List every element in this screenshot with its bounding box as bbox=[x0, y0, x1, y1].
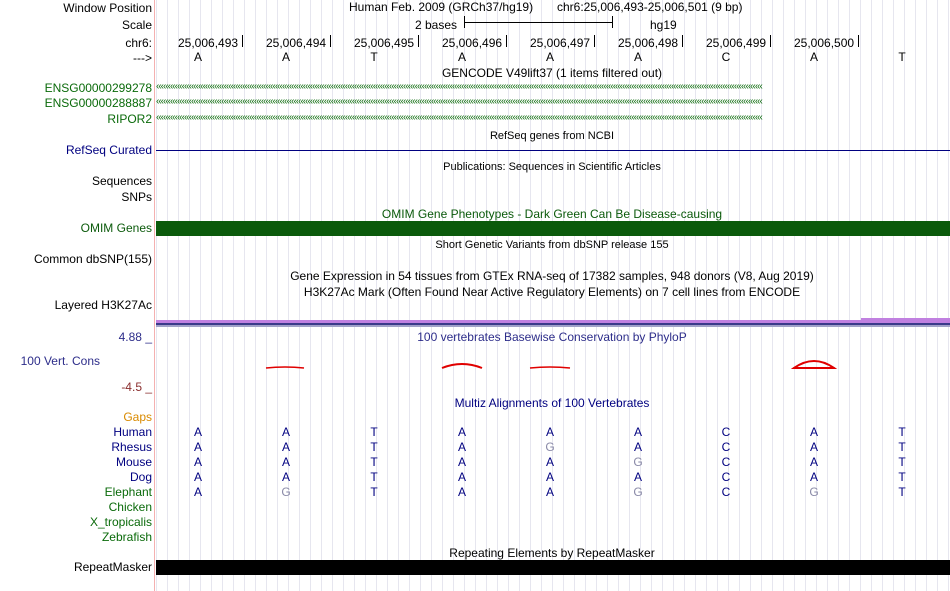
aligned-base: G bbox=[633, 455, 643, 469]
scale-bar-text: 2 bases bbox=[415, 18, 458, 32]
aligned-base: C bbox=[721, 440, 731, 454]
dna-base: A bbox=[545, 50, 554, 64]
phylop-track-title: 100 vertebrates Basewise Conservation by PhyloP bbox=[417, 330, 687, 344]
aligned-base: A bbox=[545, 485, 554, 499]
aligned-base: C bbox=[721, 485, 731, 499]
strand-arrows: ‹‹‹‹‹‹‹‹‹‹‹‹‹‹‹‹‹‹‹‹‹‹‹‹‹‹‹‹‹‹‹‹‹‹‹‹‹‹‹‹‹‹‹‹‹‹‹‹‹‹‹‹‹‹‹‹‹‹‹‹‹‹‹‹‹‹‹‹‹‹‹‹‹‹‹‹‹‹‹‹‹‹‹‹‹‹‹‹‹‹‹‹‹‹‹‹‹‹‹‹‹‹‹‹‹‹‹‹‹‹‹‹‹‹‹‹‹‹‹‹‹‹‹‹‹‹‹‹‹‹‹‹‹‹‹‹‹‹‹‹‹‹‹‹‹‹‹‹‹‹‹‹‹‹‹‹‹‹‹‹‹‹‹‹‹‹‹‹‹‹‹‹‹‹‹‹‹‹‹‹‹‹‹‹‹‹‹‹‹‹‹‹‹‹‹‹‹‹‹‹‹‹‹‹‹‹‹‹‹‹‹‹‹‹‹‹‹‹‹‹‹‹‹‹‹‹‹‹‹‹‹‹‹‹‹‹‹‹‹‹‹‹‹‹‹‹‹‹‹‹‹‹‹‹‹‹‹‹‹‹ bbox=[156, 96, 762, 107]
gene-ensg00000288887-strand[interactable] bbox=[156, 95, 950, 109]
species-label[interactable]: Dog bbox=[129, 470, 152, 484]
aligned-base: A bbox=[193, 455, 202, 469]
repeatmasker-element-bar[interactable] bbox=[156, 560, 950, 575]
aligned-base: A bbox=[281, 455, 290, 469]
assembly-title: Human Feb. 2009 (GRCh37/hg19) bbox=[349, 0, 534, 14]
aligned-base: A bbox=[457, 455, 466, 469]
aligned-base: T bbox=[898, 425, 906, 439]
strand-arrows: ‹‹‹‹‹‹‹‹‹‹‹‹‹‹‹‹‹‹‹‹‹‹‹‹‹‹‹‹‹‹‹‹‹‹‹‹‹‹‹‹‹‹‹‹‹‹‹‹‹‹‹‹‹‹‹‹‹‹‹‹‹‹‹‹‹‹‹‹‹‹‹‹‹‹‹‹‹‹‹‹‹‹‹‹‹‹‹‹‹‹‹‹‹‹‹‹‹‹‹‹‹‹‹‹‹‹‹‹‹‹‹‹‹‹‹‹‹‹‹‹‹‹‹‹‹‹‹‹‹‹‹‹‹‹‹‹‹‹‹‹‹‹‹‹‹‹‹‹‹‹‹‹‹‹‹‹‹‹‹‹‹‹‹‹‹‹‹‹‹‹‹‹‹‹‹‹‹‹‹‹‹‹‹‹‹‹‹‹‹‹‹‹‹‹‹‹‹‹‹‹‹‹‹‹‹‹‹‹‹‹‹‹‹‹‹‹‹‹‹‹‹‹‹‹‹‹‹‹‹‹‹‹‹‹‹‹‹‹‹‹‹‹‹‹‹‹‹‹‹‹‹‹‹‹‹‹‹‹‹‹ bbox=[156, 112, 762, 123]
aligned-base: T bbox=[898, 470, 906, 484]
gtex-track-title: Gene Expression in 54 tissues from GTEx RNA-seq of 17382 samples, 948 donors (V8, Aug 2019) bbox=[290, 269, 814, 283]
dna-base: T bbox=[370, 50, 378, 64]
coordinate-label: 25,006,493 bbox=[178, 36, 239, 50]
coordinate-tick bbox=[506, 35, 507, 47]
aligned-base: G bbox=[281, 485, 291, 499]
aligned-base: A bbox=[633, 440, 642, 454]
aligned-base: T bbox=[370, 485, 378, 499]
aligned-base: G bbox=[633, 485, 643, 499]
aligned-base: A bbox=[809, 455, 818, 469]
dna-base: A bbox=[809, 50, 818, 64]
track-labels-column bbox=[0, 0, 154, 591]
species-label[interactable]: Chicken bbox=[108, 500, 152, 514]
track-label-refseq-curated[interactable]: RefSeq Curated bbox=[65, 143, 152, 157]
aligned-base: T bbox=[898, 440, 906, 454]
scale-bar-line bbox=[465, 22, 612, 23]
species-label[interactable]: Human bbox=[113, 425, 152, 439]
track-label-layered-h3k27ac[interactable]: Layered H3K27Ac bbox=[54, 298, 152, 312]
conservation-bump-1 bbox=[266, 367, 304, 368]
gene-ensg00000299278-strand[interactable] bbox=[156, 80, 950, 94]
dna-base: A bbox=[193, 50, 202, 64]
aligned-base: A bbox=[193, 425, 202, 439]
aligned-base: A bbox=[193, 440, 202, 454]
dna-base: A bbox=[457, 50, 466, 64]
track-label-100-vert-cons[interactable]: 100 Vert. Cons bbox=[20, 354, 100, 368]
scale-bar-right-tick bbox=[612, 16, 613, 28]
gene-ripor2-strand[interactable] bbox=[156, 111, 950, 125]
repeatmasker-track-title: Repeating Elements by RepeatMasker bbox=[449, 546, 655, 560]
phylop-max-label: 4.88 _ bbox=[118, 330, 152, 344]
coordinate-label: 25,006,497 bbox=[530, 36, 591, 50]
track-label-ensg00000299278[interactable]: ENSG00000299278 bbox=[44, 81, 152, 95]
coordinate-tick bbox=[418, 35, 419, 47]
phylop-min-label: -4.5 _ bbox=[121, 380, 152, 394]
conservation-bump-2 bbox=[442, 364, 482, 368]
aligned-base: T bbox=[898, 485, 906, 499]
aligned-base: A bbox=[281, 470, 290, 484]
conservation-bump-3 bbox=[530, 367, 570, 368]
phylop-conservation-plot[interactable] bbox=[156, 350, 950, 376]
dna-base: T bbox=[898, 50, 906, 64]
omim-track-title: OMIM Gene Phenotypes - Dark Green Can Be Disease-causing bbox=[381, 207, 723, 221]
coordinate-label: 25,006,499 bbox=[706, 36, 767, 50]
refseq-gene-line[interactable] bbox=[156, 150, 950, 151]
label-divider bbox=[154, 0, 155, 591]
coordinate-tick bbox=[330, 35, 331, 47]
scale-bar-db: hg19 bbox=[650, 18, 677, 32]
refseq-track-title: RefSeq genes from NCBI bbox=[489, 130, 615, 142]
aligned-base: A bbox=[457, 470, 466, 484]
dna-base: C bbox=[721, 50, 731, 64]
h3k27ac-track-title: H3K27Ac Mark (Often Found Near Active Regulatory Elements) on 7 cell lines from ENCODE bbox=[303, 285, 801, 299]
multiz-track-title: Multiz Alignments of 100 Vertebrates bbox=[454, 396, 650, 410]
aligned-base: T bbox=[370, 425, 378, 439]
position-range: chr6:25,006,493-25,006,501 (9 bp) bbox=[557, 0, 743, 14]
aligned-base: A bbox=[809, 470, 818, 484]
coordinate-label: 25,006,498 bbox=[618, 36, 679, 50]
coordinate-tick bbox=[770, 35, 771, 47]
aligned-base: A bbox=[457, 485, 466, 499]
aligned-base: C bbox=[721, 470, 731, 484]
aligned-base: G bbox=[545, 440, 555, 454]
chrom-label: chr6: bbox=[125, 36, 152, 50]
track-label-common-dbsnp[interactable]: Common dbSNP(155) bbox=[33, 252, 152, 266]
track-label-snps[interactable]: SNPs bbox=[121, 190, 152, 204]
aligned-base: T bbox=[898, 455, 906, 469]
aligned-base: C bbox=[721, 425, 731, 439]
aligned-base: A bbox=[457, 440, 466, 454]
aligned-base: G bbox=[809, 485, 819, 499]
aligned-base: A bbox=[809, 425, 818, 439]
track-label-sequences[interactable]: Sequences bbox=[91, 174, 152, 188]
publications-track-title: Publications: Sequences in Scientific Articles bbox=[443, 161, 661, 173]
h3k27ac-signal-rise bbox=[861, 318, 950, 320]
aligned-base: A bbox=[281, 440, 290, 454]
track-label-gaps[interactable]: Gaps bbox=[123, 410, 152, 424]
track-data-area[interactable] bbox=[156, 0, 950, 591]
aligned-base: C bbox=[721, 455, 731, 469]
aligned-base: A bbox=[633, 470, 642, 484]
dna-base: A bbox=[633, 50, 642, 64]
species-label[interactable]: Elephant bbox=[104, 485, 152, 499]
aligned-base: A bbox=[457, 425, 466, 439]
conservation-peak bbox=[794, 361, 834, 368]
aligned-base: A bbox=[193, 470, 202, 484]
aligned-base: T bbox=[370, 455, 378, 469]
coordinate-tick bbox=[242, 35, 243, 47]
species-label[interactable]: Mouse bbox=[115, 455, 152, 469]
h3k27ac-baseline-shadow bbox=[156, 325, 950, 327]
aligned-base: A bbox=[545, 455, 554, 469]
gencode-track-title: GENCODE V49lift37 (1 items filtered out) bbox=[441, 66, 663, 80]
coordinate-tick bbox=[682, 35, 683, 47]
track-label-omim-genes[interactable]: OMIM Genes bbox=[80, 221, 152, 235]
aligned-base: A bbox=[281, 425, 290, 439]
aligned-base: A bbox=[545, 425, 554, 439]
species-label[interactable]: Rhesus bbox=[111, 440, 152, 454]
dna-base: A bbox=[281, 50, 290, 64]
aligned-base: T bbox=[370, 470, 378, 484]
strand-arrows: ‹‹‹‹‹‹‹‹‹‹‹‹‹‹‹‹‹‹‹‹‹‹‹‹‹‹‹‹‹‹‹‹‹‹‹‹‹‹‹‹‹‹‹‹‹‹‹‹‹‹‹‹‹‹‹‹‹‹‹‹‹‹‹‹‹‹‹‹‹‹‹‹‹‹‹‹‹‹‹‹‹‹‹‹‹‹‹‹‹‹‹‹‹‹‹‹‹‹‹‹‹‹‹‹‹‹‹‹‹‹‹‹‹‹‹‹‹‹‹‹‹‹‹‹‹‹‹‹‹‹‹‹‹‹‹‹‹‹‹‹‹‹‹‹‹‹‹‹‹‹‹‹‹‹‹‹‹‹‹‹‹‹‹‹‹‹‹‹‹‹‹‹‹‹‹‹‹‹‹‹‹‹‹‹‹‹‹‹‹‹‹‹‹‹‹‹‹‹‹‹‹‹‹‹‹‹‹‹‹‹‹‹‹‹‹‹‹‹‹‹‹‹‹‹‹‹‹‹‹‹‹‹‹‹‹‹‹‹‹‹‹‹‹‹‹‹‹‹‹‹‹‹‹‹‹‹‹‹‹‹ bbox=[156, 81, 762, 92]
window-position-label: Window Position bbox=[63, 1, 152, 15]
strand-label: ---> bbox=[133, 51, 152, 65]
coordinate-tick bbox=[858, 35, 859, 47]
coordinate-label: 25,006,496 bbox=[442, 36, 503, 50]
omim-gene-bar[interactable] bbox=[156, 221, 950, 236]
track-label-repeatmasker[interactable]: RepeatMasker bbox=[73, 560, 152, 574]
track-label-ripor2[interactable]: RIPOR2 bbox=[107, 112, 152, 126]
track-label-ensg00000288887[interactable]: ENSG00000288887 bbox=[44, 96, 152, 110]
dbsnp-track-title: Short Genetic Variants from dbSNP release 155 bbox=[435, 239, 669, 251]
scale-label: Scale bbox=[121, 18, 152, 32]
aligned-base: T bbox=[370, 440, 378, 454]
coordinate-label: 25,006,500 bbox=[794, 36, 855, 50]
aligned-base: A bbox=[633, 425, 642, 439]
aligned-base: A bbox=[193, 485, 202, 499]
coordinate-label: 25,006,494 bbox=[266, 36, 327, 50]
coordinate-tick bbox=[594, 35, 595, 47]
species-label[interactable]: Zebrafish bbox=[101, 530, 152, 544]
aligned-base: A bbox=[809, 440, 818, 454]
aligned-base: A bbox=[545, 470, 554, 484]
species-label[interactable]: X_tropicalis bbox=[89, 515, 152, 529]
coordinate-label: 25,006,495 bbox=[354, 36, 415, 50]
